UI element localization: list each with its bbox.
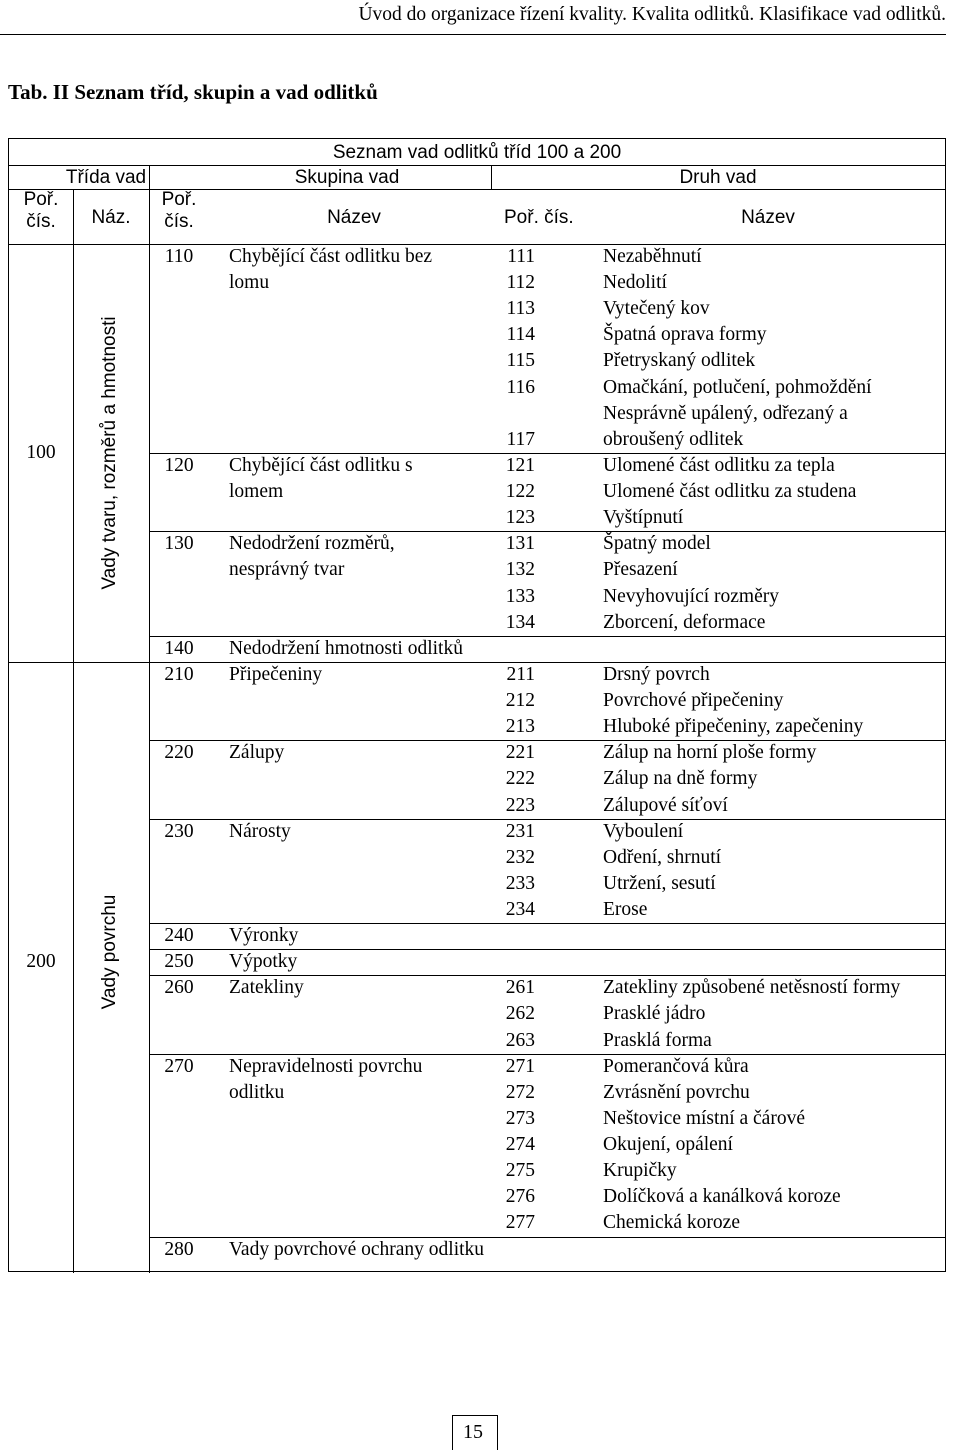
defect-name: Hluboké připečeniny, zapečeniny — [603, 716, 864, 738]
defect-number: 113 — [506, 298, 535, 320]
header-naz: Náz. — [91, 207, 131, 228]
header-por-cis-group — [149, 189, 209, 233]
group-name: Nedodržení hmotnosti odlitků — [229, 637, 463, 659]
group-divider — [149, 819, 945, 820]
defect-name: Nesprávně upálený, odřezaný a — [603, 402, 848, 424]
defect-name: Vyboulení — [603, 820, 684, 842]
header-por-cis-druh: Poř. čís. — [504, 207, 574, 228]
header-cis-2: čís. — [164, 211, 194, 232]
group-divider — [149, 1237, 945, 1238]
group-name: Výpotky — [229, 951, 298, 973]
header-druh-vad: Druh vad — [679, 167, 757, 188]
defect-name: Zborcení, deformace — [603, 611, 766, 633]
defect-name: Neštovice místní a čárové — [603, 1107, 805, 1129]
defect-number: 222 — [505, 768, 535, 790]
defect-name: Zatekliny způsobené netěsností formy — [603, 977, 901, 999]
defect-number: 262 — [505, 1003, 535, 1025]
group-divider — [149, 975, 945, 976]
defect-name: Zálup na horní ploše formy — [603, 742, 817, 764]
group-divider — [149, 662, 945, 663]
header-cis-1: čís. — [26, 211, 56, 232]
defect-number: 133 — [505, 585, 535, 607]
group-divider — [149, 1054, 945, 1055]
header-por-cis-class — [9, 189, 73, 233]
defect-number: 123 — [505, 507, 535, 529]
group-name: odlitku — [229, 1081, 285, 1103]
group-name: lomu — [229, 272, 270, 294]
defect-number: 132 — [505, 559, 535, 581]
group-divider — [149, 923, 945, 924]
defect-name: Erose — [603, 899, 648, 920]
defect-number: 272 — [505, 1081, 535, 1103]
defect-number: 275 — [505, 1160, 535, 1182]
defect-number: 261 — [505, 977, 535, 999]
defect-table — [8, 138, 946, 1272]
defect-name: Vytečený kov — [603, 298, 710, 320]
defect-number: 276 — [505, 1186, 535, 1208]
running-head: Úvod do organizace řízení kvality. Kvalita odlitků. Klasifikace vad odlitků. — [358, 4, 946, 25]
header-por-1: Poř. — [23, 189, 59, 210]
group-number: 130 — [164, 533, 194, 555]
defect-name: Prasklá forma — [603, 1029, 712, 1051]
group-number: 280 — [164, 1238, 194, 1260]
group-divider — [149, 531, 945, 532]
defect-number: 211 — [506, 663, 535, 685]
page-number: 15 — [463, 1421, 483, 1443]
column-divider-druh — [491, 165, 492, 189]
column-divider-group — [149, 165, 150, 1273]
group-name: Chybějící část odlitku bez — [229, 246, 433, 267]
defect-name: Nezaběhnutí — [603, 246, 702, 267]
group-divider — [149, 636, 945, 637]
group-divider — [149, 453, 945, 454]
group-number: 140 — [164, 637, 194, 659]
defect-number: 114 — [506, 324, 535, 346]
group-name: Výronky — [229, 925, 299, 947]
defect-number: 111 — [507, 246, 535, 267]
defect-name: Ulomené část odlitku za studena — [603, 481, 857, 503]
defect-number: 131 — [505, 533, 535, 555]
defect-name: Ulomené část odlitku za tepla — [603, 454, 835, 476]
group-number: 220 — [164, 742, 194, 764]
defect-name: Drsný povrch — [603, 663, 710, 685]
header-nazev-skupina: Název — [327, 207, 381, 228]
group-number: 250 — [164, 951, 194, 973]
group-name: Zálupy — [229, 742, 285, 764]
group-number: 110 — [164, 246, 194, 267]
defect-number: 213 — [505, 716, 535, 738]
table-caption: Tab. II Seznam tříd, skupin a vad odlitků — [8, 80, 378, 104]
defect-name: Přesazení — [603, 559, 678, 581]
defect-name: Krupičky — [603, 1160, 677, 1182]
defect-number: 274 — [505, 1134, 535, 1156]
group-name: Nedodržení rozměrů, — [229, 533, 395, 555]
header-title: Seznam vad odlitků tříd 100 a 200 — [332, 142, 622, 163]
defect-name: obroušený odlitek — [603, 428, 744, 450]
group-number: 230 — [164, 820, 194, 842]
class-number: 200 — [26, 951, 56, 973]
header-por-2: Poř. — [161, 189, 197, 210]
defect-number: 277 — [505, 1212, 535, 1234]
header-trida-vad: Třída vad — [65, 167, 147, 188]
defect-name: Omačkání, potlučení, pohmoždění — [603, 376, 872, 398]
group-name: Vady povrchové ochrany odlitku — [229, 1238, 485, 1260]
group-name: nesprávný tvar — [229, 559, 345, 581]
defect-name: Vyštípnutí — [603, 507, 684, 529]
defect-name: Zálupové síťoví — [603, 794, 728, 816]
defect-number: 231 — [505, 820, 535, 842]
defect-number: 121 — [505, 454, 535, 476]
defect-number: 234 — [505, 899, 535, 920]
defect-name: Odření, shrnutí — [603, 846, 722, 868]
defect-name: Nevyhovující rozměry — [603, 585, 779, 607]
defect-name: Přetryskaný odlitek — [603, 350, 756, 372]
group-number: 120 — [164, 454, 194, 476]
group-name: Nepravidelnosti povrchu — [229, 1055, 423, 1077]
group-name: Nárosty — [229, 820, 291, 842]
defect-name: Chemická koroze — [603, 1212, 740, 1234]
defect-number: 115 — [506, 350, 535, 372]
group-number: 210 — [164, 663, 194, 685]
defect-number: 263 — [505, 1029, 535, 1051]
defect-number: 221 — [505, 742, 535, 764]
defect-name: Zálup na dně formy — [603, 768, 758, 790]
defect-name: Špatný model — [603, 533, 711, 555]
group-name: Připečeniny — [229, 663, 323, 685]
defect-number: 232 — [505, 846, 535, 868]
group-number: 240 — [164, 925, 194, 947]
defect-number: 117 — [506, 428, 535, 450]
group-name: Zatekliny — [229, 977, 304, 999]
defect-number: 271 — [505, 1055, 535, 1077]
defect-number: 273 — [505, 1107, 535, 1129]
defect-name: Dolíčková a kanálková koroze — [603, 1186, 841, 1208]
defect-name: Špatná oprava formy — [603, 324, 767, 346]
defect-name: Povrchové připečeniny — [603, 690, 784, 712]
group-divider — [149, 740, 945, 741]
defect-name: Zvrásnění povrchu — [603, 1081, 750, 1103]
defect-name: Okujení, opálení — [603, 1134, 733, 1156]
header-skupina-vad: Skupina vad — [294, 167, 400, 188]
column-divider-class — [73, 189, 74, 1273]
defect-number: 122 — [505, 481, 535, 503]
class-name: Vady povrchu — [99, 894, 120, 1010]
group-name: lomem — [229, 481, 284, 503]
defect-name: Nedolití — [603, 272, 667, 294]
defect-name: Utržení, sesutí — [603, 872, 716, 894]
defect-number: 112 — [506, 272, 535, 294]
group-divider — [149, 949, 945, 950]
defect-name: Prasklé jádro — [603, 1003, 706, 1025]
header-nazev-druh: Název — [741, 207, 795, 228]
defect-number: 223 — [505, 794, 535, 816]
group-name: Chybějící část odlitku s — [229, 454, 413, 476]
defect-number: 134 — [505, 611, 535, 633]
class-divider — [9, 662, 149, 663]
defect-number: 233 — [505, 872, 535, 894]
defect-number: 212 — [505, 690, 535, 712]
group-number: 260 — [164, 977, 194, 999]
class-name: Vady tvaru, rozměrů a hmotnosti — [99, 316, 120, 590]
defect-name: Pomerančová kůra — [603, 1055, 749, 1077]
defect-number: 116 — [506, 376, 535, 398]
header-rule — [0, 34, 946, 35]
class-number: 100 — [26, 441, 56, 463]
group-number: 270 — [164, 1055, 194, 1077]
